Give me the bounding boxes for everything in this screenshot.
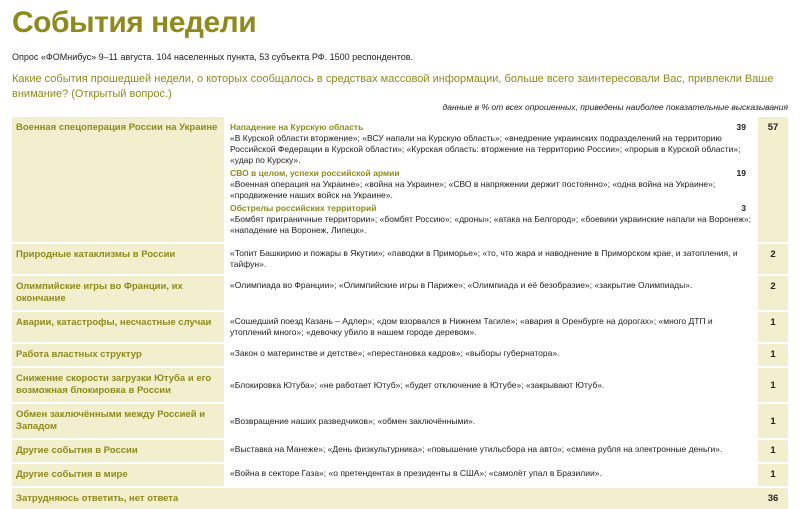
subcategory-value: 3 — [741, 203, 746, 213]
row-total: 1 — [758, 344, 788, 366]
row-total: 1 — [758, 440, 788, 462]
row-quotes: «Война в секторе Газа»; «о претендентах в президенты в США»; «самолёт упал в Бразилии». — [226, 464, 756, 486]
row-quotes: «Топит Башкирию и пожары в Якутии»; «паводки в Приморье»; «то, что жара и наводнение в Приморском крае, и затопления, и тайфун». — [226, 244, 756, 274]
footer-total: 36 — [767, 493, 779, 504]
row-label: Аварии, катастрофы, несчастные случаи — [12, 312, 224, 342]
table-row — [12, 368, 788, 402]
row-label: Работа властных структур — [12, 344, 224, 366]
row-total: 2 — [758, 244, 788, 274]
subcategory-heading — [230, 168, 752, 179]
subcategory-value: 39 — [736, 122, 746, 132]
row-quotes: «Сошедший поезд Казань – Адлер»; «дом взорвался в Нижнем Тагиле»; «авария в Оренбурге на дорогах»; «много ДТП и утоплений много»; «девочку убило в нашем городе деревом». — [226, 312, 756, 342]
survey-question: Какие события прошедшей недели, о которых сообщалось в средствах массовой информации, больше всего заинтересовали Вас, привлекли Ваше внимание? (Открытый вопрос.) — [12, 73, 774, 100]
row-total: 1 — [758, 312, 788, 342]
row-total: 1 — [758, 368, 788, 402]
row-label: Другие события в мире — [12, 464, 224, 486]
data-note: данные в % от всех опрошенных, приведены наиболее показательные высказывания — [442, 102, 788, 112]
table-row — [12, 276, 788, 310]
subcategory-value: 19 — [736, 168, 746, 178]
row-quotes: «Закон о материнстве и детстве»; «перестановка кадров»; «выборы губернатора». — [226, 344, 756, 366]
row-label: Снижение скорости загрузки Ютуба и его возможная блокировка в России — [12, 368, 224, 402]
footer-label: Затрудняюсь ответить, нет ответа — [16, 493, 179, 504]
table-row — [12, 440, 788, 462]
subcategory-heading — [230, 203, 752, 214]
row-total: 1 — [758, 464, 788, 486]
subcategory-quotes: «Военная операция на Украине»; «война на Украине»; «СВО в напряжении держит постоянно»; «одна война на Украине»; «продвижение наших войск на Украине». — [230, 179, 716, 200]
row-label: Другие события в России — [12, 440, 224, 462]
row-label: Военная спецоперация России на Украине — [12, 117, 224, 242]
table-row — [12, 404, 788, 438]
subcategory-heading — [230, 122, 752, 133]
results-table — [12, 117, 788, 509]
row-quotes — [226, 117, 756, 242]
row-total: 57 — [758, 117, 788, 242]
subcategory-quotes: «Бомбят приграничные территории»; «бомбят Россию»; «дроны»; «атака на Белгород»; «боевики украинские напали на Воронеж»; «нападение на Воронеж, Липецк». — [230, 214, 751, 235]
table-row — [12, 117, 788, 242]
survey-info: Опрос «ФОМнибус» 9–11 августа. 104 населенных пункта, 53 субъекта РФ. 1500 респондентов. — [12, 52, 414, 62]
row-label: Обмен заключёнными между Россией и Западом — [12, 404, 224, 438]
subcategory-quotes: «В Курской области вторжение»; «ВСУ напали на Курскую область»; «внедрение украинских подразделений на территорию Российской Федерации в Курской области»; «Курская область: вторжение на территорию России»; «прорыв в Курской области»; «удар по Курску». — [230, 133, 741, 165]
table-row — [12, 312, 788, 342]
row-quotes: «Блокировка Ютуба»; «не работает Ютуб»; «будет отключение в Ютубе»; «закрывают Ютуб». — [226, 368, 756, 402]
row-label: Олимпийские игры во Франции, их окончание — [12, 276, 224, 310]
row-quotes: «Олимпиада во Франции»; «Олимпийские игры в Париже»; «Олимпиада и её безобразие»; «закрытие Олимпиады». — [226, 276, 756, 310]
row-quotes: «Выставка на Манеже»; «День физкультурника»; «повышение утильсбора на авто»; «смена рубля на электронные деньги». — [226, 440, 756, 462]
subcategory-title: Нападение на Курскую область — [230, 122, 364, 132]
row-quotes: «Возвращение наших разведчиков»; «обмен заключёнными». — [226, 404, 756, 438]
subcategory-title: Обстрелы российских территорий — [230, 203, 377, 213]
row-total: 1 — [758, 404, 788, 438]
row-label: Природные катаклизмы в России — [12, 244, 224, 274]
row-total: 2 — [758, 276, 788, 310]
table-row — [12, 344, 788, 366]
table-row — [12, 244, 788, 274]
table-row — [12, 464, 788, 486]
page-title: События недели — [12, 6, 257, 39]
subcategory-title: СВО в целом, успехи российской армии — [230, 168, 400, 178]
